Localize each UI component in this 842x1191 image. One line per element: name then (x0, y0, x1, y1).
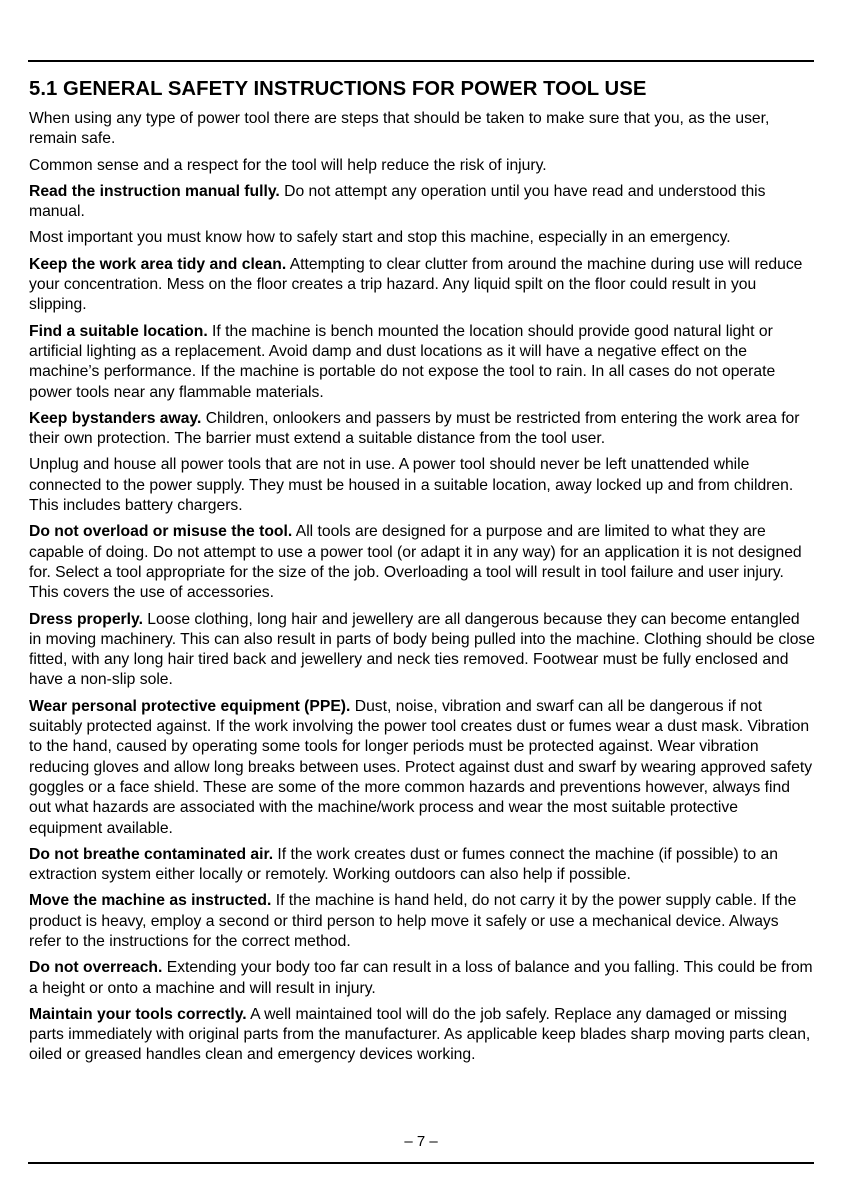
paragraph (29, 109, 815, 150)
paragraph (29, 228, 815, 248)
paragraph-lead: Dress properly. (29, 610, 143, 628)
paragraph-text: If the machine is bench mounted the location should provide good natural light or artificial lighting as a replacement. Avoid damp and dust locations as it will have a negative effect on the machine’s performance. If the machine is portable do not expose the tool to rain. In all cases do not operate power tools near any flammable materials. (29, 322, 776, 401)
page-content (29, 74, 815, 1072)
paragraph (29, 891, 815, 952)
paragraph-text: Loose clothing, long hair and jewellery are all dangerous because they can become entangled in moving machinery. This can also result in parts of body being pulled into the machine. Clothing should be close fitted, with any long hair tired back and jewellery and neck ties removed. Footwear must be fully enclosed and have a non-slip sole. (29, 610, 815, 689)
bottom-rule (28, 1162, 814, 1164)
page-number: – 7 – (404, 1133, 438, 1150)
paragraph-text: Children, onlookers and passers by must be restricted from entering the work area for their own protection. The barrier must extend a suitable distance from the tool user. (29, 409, 800, 448)
paragraph-text: Dust, noise, vibration and swarf can all be dangerous if not suitably protected against. If the work involving the power tool creates dust or fumes wear a dust mask. Vibration to the hand, caused by operating some tools for longer periods must be protected against. Wear vibration reducing gloves and allow long breaks between uses. Protect against dust and swarf by wearing approved safety goggles or a face shield. These are some of the more common hazards and preventions however, always find out what hazards are associated with the machine/work process and wear the most suitable protective equipment available. (29, 697, 813, 837)
paragraph-text: Unplug and house all power tools that are not in use. A power tool should never be left unattended while connected to the power supply. They must be housed in a suitable location, away locked up and from children. This includes battery chargers. (29, 456, 794, 515)
paragraph-text: Do not attempt any operation until you have read and understood this manual. (29, 182, 766, 221)
paragraph-text: A well maintained tool will do the job safely. Replace any damaged or missing parts immediately with original parts from the manufacturer. As applicable keep blades sharp moving parts clean, oiled or greased handles clean and emergency devices working. (29, 1005, 811, 1064)
paragraph-text: When using any type of power tool there are steps that should be taken to make sure that you, as the user, remain safe. (29, 110, 770, 148)
paragraph (29, 1005, 815, 1066)
paragraph-text: Common sense and a respect for the tool will help reduce the risk of injury. (29, 156, 547, 174)
paragraph (29, 958, 815, 999)
paragraph (29, 182, 815, 223)
paragraph (29, 697, 815, 839)
paragraph (29, 322, 815, 403)
paragraph (29, 455, 815, 516)
paragraph-lead: Move the machine as instructed. (29, 892, 272, 910)
top-rule (28, 60, 814, 62)
paragraph-lead: Find a suitable location. (29, 322, 208, 340)
paragraph-lead: Read the instruction manual fully. (29, 182, 280, 200)
paragraph-lead: Wear personal protective equipment (PPE). (29, 697, 351, 715)
paragraph-lead: Do not breathe contaminated air. (29, 845, 274, 863)
paragraph-text: If the work creates dust or fumes connect the machine (if possible) to an extraction system either locally or remotely. Working outdoors can also help if possible. (29, 845, 778, 884)
paragraph-text: All tools are designed for a purpose and are limited to what they are capable of doing. Do not attempt to use a power tool (or adapt it in any way) for an application it is not designed for. Select a tool appropriate for the size of the job. Overloading a tool will result in tool failure and user injury. This covers the use of accessories. (29, 523, 802, 602)
paragraph (29, 156, 815, 176)
paragraph-lead: Keep bystanders away. (29, 409, 202, 427)
paragraph (29, 845, 815, 886)
paragraph-lead: Keep the work area tidy and clean. (29, 255, 287, 273)
paragraph-text: If the machine is hand held, do not carry it by the power supply cable. If the product is heavy, employ a second or third person to help move it safely or use a mechanical device. Always refer to the instructions for the correct method. (29, 892, 797, 950)
paragraph-lead: Do not overload or misuse the tool. (29, 523, 293, 541)
paragraph-text: Extending your body too far can result in a loss of balance and you falling. This could be from a height or onto a machine and will result in injury. (29, 959, 813, 997)
paragraph-text: Most important you must know how to safely start and stop this machine, especially in an emergency. (29, 229, 731, 247)
paragraph (29, 522, 815, 603)
paragraph (29, 610, 815, 691)
section-heading: 5.1 GENERAL SAFETY INSTRUCTIONS FOR POWER TOOL USE (29, 78, 647, 100)
paragraph-lead: Do not overreach. (29, 959, 163, 977)
paragraph-list (29, 109, 815, 1066)
paragraph (29, 255, 815, 316)
paragraph-text: Attempting to clear clutter from around the machine during use will reduce your concentration. Mess on the floor creates a trip hazard. Any liquid spilt on the floor could result in you slipping. (29, 255, 803, 314)
paragraph-lead: Maintain your tools correctly. (29, 1005, 247, 1023)
paragraph (29, 409, 815, 450)
